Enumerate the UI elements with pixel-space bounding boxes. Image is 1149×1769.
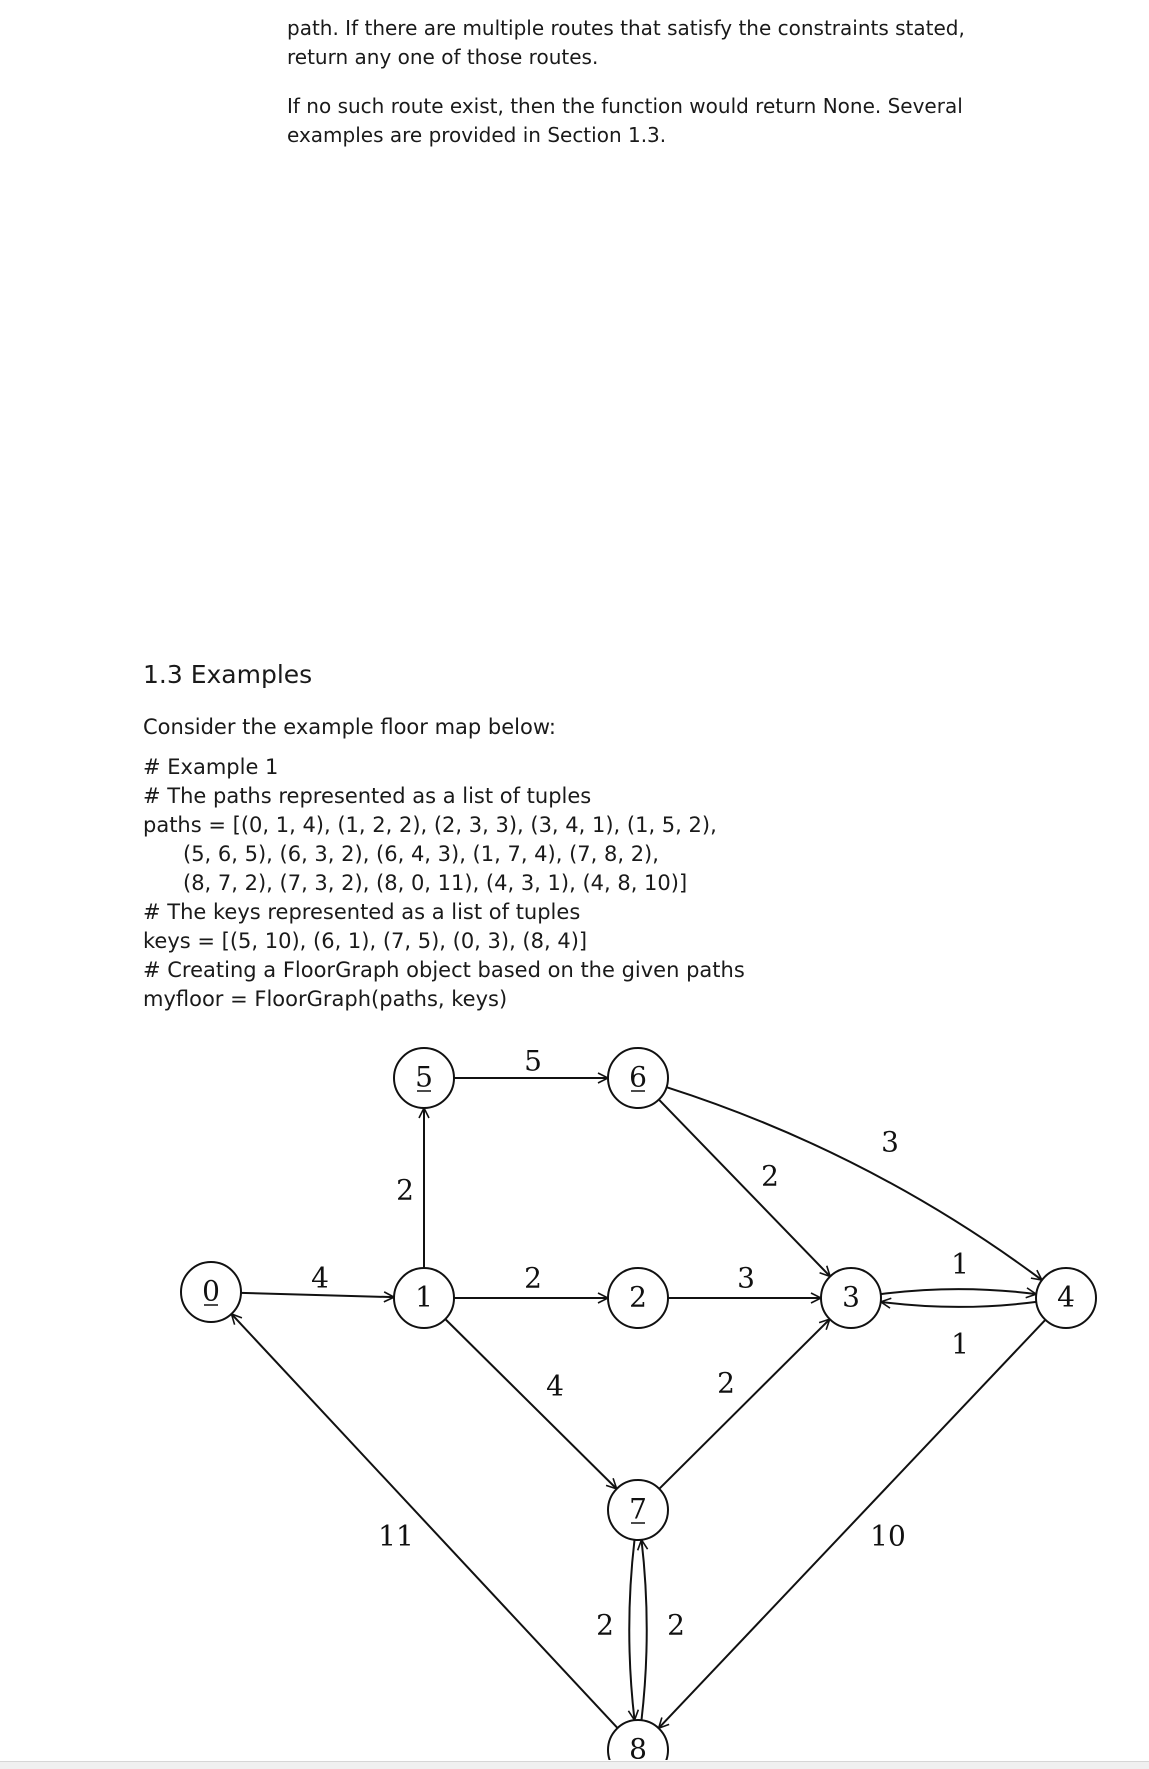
edge-weight-5-6: 5 (524, 1044, 542, 1078)
code-line: # The paths represented as a list of tuples (143, 784, 592, 808)
graph-node-3 (821, 1268, 881, 1328)
edge-7-to-3 (659, 1319, 829, 1489)
node-label: 1 (415, 1280, 433, 1314)
floor-graph-diagram (0, 1030, 1149, 1760)
edge-weight-7-3: 2 (717, 1366, 735, 1400)
edge-1-to-7 (445, 1319, 616, 1489)
node-label: 4 (1057, 1280, 1075, 1314)
edges-layer (231, 1078, 1045, 1728)
edge-weight-6-4: 3 (881, 1125, 899, 1159)
graph-node-4 (1036, 1268, 1096, 1328)
code-line: keys = [(5, 10), (6, 1), (7, 5), (0, 3), (8, 4)] (143, 929, 588, 953)
edge-weight-6-3: 2 (761, 1159, 779, 1193)
graph-node-7 (608, 1480, 668, 1540)
graph-node-1 (394, 1268, 454, 1328)
node-label: 6 (629, 1060, 647, 1094)
edge-8-to-7 (641, 1540, 646, 1720)
edge-labels-layer (311, 1045, 969, 1642)
code-line: (8, 7, 2), (7, 3, 2), (8, 0, 11), (4, 3, 1), (4, 8, 10)] (183, 871, 688, 895)
edge-weight-3-4: 1 (951, 1247, 969, 1281)
edge-weight-7-8: 2 (596, 1608, 614, 1642)
section-heading: 1.3 Examples (143, 660, 313, 689)
edge-weight-2-3: 3 (737, 1261, 755, 1295)
node-label: 5 (415, 1060, 433, 1094)
edge-weight-1-7: 4 (546, 1369, 564, 1403)
code-line: # Example 1 (143, 755, 279, 779)
node-label: 0 (202, 1274, 220, 1308)
code-line: # The keys represented as a list of tuples (143, 900, 581, 924)
edge-weight-4-3: 1 (951, 1327, 969, 1361)
edge-weight-4-8: 10 (870, 1519, 906, 1553)
node-label: 7 (629, 1492, 647, 1526)
edge-weight-8-7: 2 (667, 1608, 685, 1642)
code-line: myfloor = FloorGraph(paths, keys) (143, 987, 508, 1011)
node-label: 2 (629, 1280, 647, 1314)
code-line: # Creating a FloorGraph object based on the given paths (143, 958, 745, 982)
graph-node-2 (608, 1268, 668, 1328)
section-intro: Consider the example floor map below: (143, 715, 556, 739)
edge-7-to-8 (629, 1540, 634, 1720)
code-line: (5, 6, 5), (6, 3, 2), (6, 4, 3), (1, 7, 4), (7, 8, 2), (183, 842, 659, 866)
graph-node-6 (608, 1048, 668, 1108)
edge-weight-1-5: 2 (396, 1173, 414, 1207)
edge-weight-0-1: 4 (311, 1261, 329, 1295)
paragraph-no-route: If no such route exist, then the function would return None. Several examples are provided in Section 1.3. (287, 94, 963, 147)
code-example (143, 753, 745, 1014)
edge-6-to-3 (659, 1100, 830, 1277)
nodes-layer (181, 1048, 1096, 1760)
edge-3-to-4 (881, 1289, 1037, 1294)
edge-weight-8-0: 11 (378, 1519, 414, 1553)
graph-node-5 (394, 1048, 454, 1108)
edge-6-to-4 (667, 1087, 1042, 1280)
edge-weight-1-2: 2 (524, 1261, 542, 1295)
node-label: 3 (842, 1280, 860, 1314)
node-label: 8 (629, 1732, 647, 1760)
edge-4-to-3 (881, 1302, 1037, 1307)
graph-node-0 (181, 1262, 241, 1322)
code-line: paths = [(0, 1, 4), (1, 2, 2), (2, 3, 3), (3, 4, 1), (1, 5, 2), (143, 813, 717, 837)
graph-node-8 (608, 1720, 668, 1760)
paragraph-route-selection: path. If there are multiple routes that satisfy the constraints stated, return any one of those routes. (287, 16, 965, 69)
